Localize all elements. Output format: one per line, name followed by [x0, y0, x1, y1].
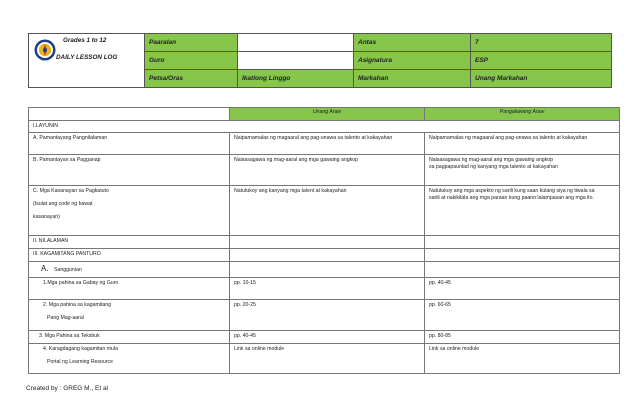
cell-c-day2-line2: sarili at nakikilala ang mga paraan kung paano lalampasan ang mga ito. [429, 195, 594, 202]
cell-c-day1[interactable]: Natutukoy ang kanyang mga talent at kakayahan [230, 186, 425, 236]
kasanayan-note-line1: (Isulat ang code ng bawat [33, 201, 93, 208]
kasanayan-label: C. Mga Kasanayan sa Pagkatuto [33, 188, 109, 195]
cell-sanggunian-day2[interactable] [425, 262, 620, 278]
kagamitang-mag-aaral-line1: 2. Mga pahina sa kagamitang [43, 301, 112, 308]
log-title: DAILY LESSON LOG [56, 54, 118, 61]
grade-level-label: Antas [354, 34, 471, 52]
lesson-log-table [28, 107, 620, 374]
cell-b-day2-line2: sa pagpapaunlad ng kanyang mga talento at kakayahan [429, 164, 558, 171]
table-row [29, 249, 620, 262]
row-label-kasanayan [29, 186, 230, 236]
deped-seal-icon [34, 39, 56, 61]
cell-teksbuk-day1[interactable]: pp. 40-45 [230, 330, 425, 343]
cell-nilalaman-day1[interactable] [230, 236, 425, 249]
teacher-label: Guro [145, 52, 238, 70]
row-label-pamantayan-sa-pagganap: B. Pamantayan sa Pagganap [29, 155, 230, 186]
row-label-sanggunian [29, 262, 230, 278]
cell-teksbuk-day2[interactable]: pp. 80-85 [425, 330, 620, 343]
column-day2: Pangalawang Araw [425, 108, 620, 121]
cell-b-day2-line1: Naisasagawa ng mag-aaral ang mga gawaing angkop [429, 157, 554, 164]
row-label-nilalaman: II. NILALAMAN [29, 236, 230, 249]
footer-credit: Created by : GREG M., Et al [26, 385, 108, 392]
row-label-gabay-guro: 1.Mga pahina sa Gabay ng Guro [29, 277, 230, 299]
table-row [29, 133, 620, 155]
school-label: Paaralan [145, 34, 238, 52]
cell-karagdagang-day1[interactable]: Link sa online module [230, 343, 425, 373]
section-layunin: I.LAYUNIN [29, 121, 620, 133]
header-blank-cell [29, 108, 230, 121]
table-row [29, 155, 620, 186]
table-header-row [29, 108, 620, 121]
column-day1: Unang Araw [230, 108, 425, 121]
quarter-label: Markahan [354, 70, 471, 88]
row-label-pamantayang-pangnilalaman: A. Pamantayang Pangnilalaman [29, 133, 230, 155]
sanggunian-letter: A. [41, 264, 49, 274]
cell-mag-aaral-day2[interactable]: pp. 60-65 [425, 299, 620, 330]
header-table [28, 33, 612, 88]
cell-c-day2[interactable] [425, 186, 620, 236]
row-label-karagdagang-kagamitan [29, 343, 230, 373]
school-value[interactable] [238, 34, 354, 52]
kasanayan-note-line2: kasanayan) [33, 214, 60, 221]
table-row [29, 121, 620, 133]
subject-value[interactable]: ESP [471, 52, 612, 70]
cell-kagamitang-day1[interactable] [230, 249, 425, 262]
row-label-teksbuk: 3. Mga Pahina sa Teksbuk [29, 330, 230, 343]
cell-b-day1[interactable]: Naisasagawa ng mag-aaral ang mga gawaing angkop [230, 155, 425, 186]
grade-label: Grades 1 to 12 [63, 37, 107, 44]
table-row [29, 299, 620, 330]
cell-sanggunian-day1[interactable] [230, 262, 425, 278]
cell-a-day2[interactable]: Naipamamalas ng magaaral ang pag-unawa sa talento at kakayahan [425, 133, 620, 155]
teacher-value[interactable] [238, 52, 354, 70]
quarter-value[interactable]: Unang Markahan [471, 70, 612, 88]
grade-level-value[interactable]: 7 [471, 34, 612, 52]
row-label-kagamitang-panturo: III. KAGAMITANG PANTURO [29, 249, 230, 262]
cell-gabay-day1[interactable]: pp. 10-15 [230, 277, 425, 299]
cell-karagdagang-day2[interactable]: Link sa online module [425, 343, 620, 373]
table-row [29, 236, 620, 249]
table-row [29, 330, 620, 343]
cell-mag-aaral-day1[interactable]: pp. 20-25 [230, 299, 425, 330]
table-row [29, 277, 620, 299]
cell-nilalaman-day2[interactable] [425, 236, 620, 249]
date-value[interactable]: Ikatlong Linggo [238, 70, 354, 88]
subject-label: Asignatura [354, 52, 471, 70]
cell-a-day1[interactable]: Naipamamalas ng magaaral ang pag-unawa sa talento at kakayahan [230, 133, 425, 155]
karagdagang-line1: 4. Karagdagang kagamitan mula [43, 345, 118, 352]
cell-kagamitang-day2[interactable] [425, 249, 620, 262]
karagdagang-line2: Portal ng Learning Resource [47, 358, 114, 365]
logo-cell [29, 34, 145, 88]
sanggunian-label: Sanggunian [54, 267, 82, 274]
table-row [29, 186, 620, 236]
cell-gabay-day2[interactable]: pp. 40-45 [425, 277, 620, 299]
kagamitang-mag-aaral-line2: Pang Mag-aaral [47, 314, 84, 321]
table-row [29, 262, 620, 278]
date-label: Petsa/Oras [145, 70, 238, 88]
table-row [29, 343, 620, 373]
cell-c-day2-line1: Natutukoy ang mga aspekto ng sarili kung saan kulang siya ng tiwala sa [429, 188, 595, 195]
cell-b-day2[interactable] [425, 155, 620, 186]
row-label-kagamitang-mag-aaral [29, 299, 230, 330]
